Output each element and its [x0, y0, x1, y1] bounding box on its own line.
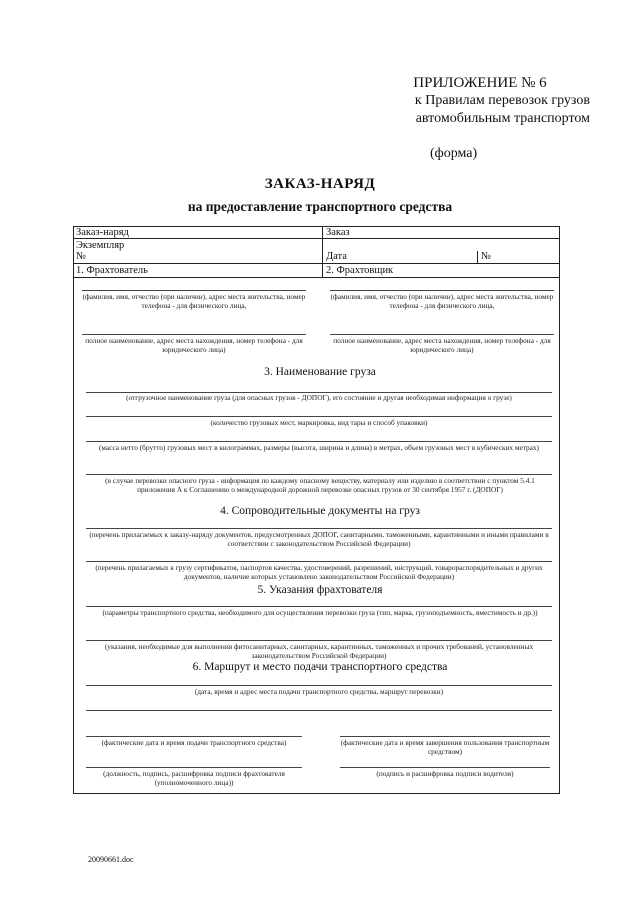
frakhtovshchik-line-1 — [330, 290, 554, 291]
header-frakhtovatel: 1. Фрахтователь — [76, 265, 148, 276]
appendix-title: ПРИЛОЖЕНИЕ № 6 — [413, 75, 547, 91]
cargo-mass-caption: (масса нетто (брутто) грузовых мест в килограммах, размеры (высота, ширина и длина) в метрах, объем грузовых мест в кубических метрах) — [98, 443, 539, 452]
frakhtovatel-line-2 — [82, 334, 306, 335]
form-label: (форма) — [430, 146, 478, 161]
instructions-line — [86, 640, 552, 641]
signature-charterer-caption: (должность, подпись, расшифровка подписи фрахтователя (уполномоченного лица)) — [103, 769, 285, 787]
cargo-mass-line — [86, 441, 552, 442]
footer-filename: 20090661.doc — [88, 855, 134, 864]
actual-arrival-line — [86, 736, 302, 737]
route-line — [86, 685, 552, 686]
docs-certs-line — [86, 561, 552, 562]
section-6-title: 6. Маршрут и место подачи транспортного средства — [192, 661, 448, 673]
frakhtovshchik-line-2 — [330, 334, 554, 335]
frakhtovatel-caption-2: полное наименование, адрес места нахождения, номер телефона - для юридического лица) — [85, 336, 303, 354]
route-caption: (дата, время и адрес места подачи транспортного средства, маршрут перевозки) — [194, 687, 444, 696]
docs-certs-caption: (перечень прилагаемых к грузу сертификатов, паспортов качества, удостоверений, разрешений, инструкций, товарораспорядительных и других документов, наличие которых установлено законодательством Российской Федерации) — [95, 563, 543, 581]
actual-end-caption: (фактические дата и время завершения пользования транспортным средством) — [340, 738, 550, 756]
appendix-block — [350, 74, 590, 128]
header-frakhtovshchik: 2. Фрахтовщик — [326, 265, 394, 276]
signature-driver-caption: (подпись и расшифровка подписи водителя) — [376, 769, 514, 778]
frakhtovatel-caption-1: (фамилия, имя, отчество (при наличии), адрес места жительства, номер телефона - для физического лица, — [82, 292, 306, 310]
signature-charterer-line — [86, 767, 302, 768]
cargo-places-caption: (количество грузовых мест, маркировка, вид тары и способ упаковки) — [210, 418, 428, 427]
vehicle-params-line — [86, 606, 552, 607]
appendix-line-1: к Правилам перевозок грузов — [414, 93, 590, 108]
actual-end-line — [340, 736, 550, 737]
actual-arrival-caption: (фактические дата и время подачи транспортного средства) — [101, 738, 287, 747]
dangerous-line — [86, 474, 552, 475]
dangerous-caption: (в случае перевозки опасного груза - информация по каждому опасному веществу, материалу или изделию в соответствии с пунктом 5.4.1 приложения А к Соглашению о международной дорожной перевозке опасных грузов от 30 сентября 1957 г. (ДОПОГ) — [105, 476, 535, 494]
docs-attached-caption: (перечень прилагаемых к заказу-наряду документов, предусмотренных ДОПОГ, санитарными, таможенными, карантинными и иными правилами в соответствии с законодательством Российской Федерации) — [89, 530, 549, 548]
signature-driver-line — [340, 767, 550, 768]
frakhtovatel-line-1 — [82, 290, 306, 291]
route-extra-line — [86, 710, 552, 711]
section-3-title: 3. Наименование груза — [264, 366, 376, 378]
instructions-caption: (указания, необходимые для выполнения фитосанитарных, санитарных, карантинных, таможенных и прочих требований, установленных законодательством Российской Федерации) — [104, 642, 534, 660]
appendix-line-2: автомобильным транспортом — [415, 111, 590, 126]
header-line-1 — [73, 238, 560, 239]
cargo-name-caption: (отгрузочное наименование груза (для опасных грузов - ДОПОГ), его состояние и другая необходимая информация о грузе) — [126, 393, 512, 402]
cargo-places-line — [86, 416, 552, 417]
docs-attached-line — [86, 528, 552, 529]
header-line-3 — [73, 277, 560, 278]
section-4-title: 4. Сопроводительные документы на груз — [220, 505, 420, 517]
header-ekzemplyar: Экземпляр — [76, 240, 125, 251]
header-number-left: № — [76, 251, 87, 262]
header-divider — [322, 226, 323, 278]
frakhtovshchik-caption-2: полное наименование, адрес места нахождения, номер телефона - для юридического лица) — [333, 336, 551, 354]
vehicle-params-caption: (параметры транспортного средства, необходимого для осуществления перевозки груза (тип, марка, грузоподъемность, вместимость и др.)) — [102, 608, 538, 617]
header-data: Дата — [326, 251, 347, 262]
header-zakaz-naryad: Заказ-наряд — [76, 227, 129, 238]
document-subtitle: на предоставление транспортного средства — [187, 199, 453, 214]
frakhtovshchik-caption-1: (фамилия, имя, отчество (при наличии), адрес места жительства, номер телефона - для физического лица, — [330, 292, 554, 310]
header-number-right: № — [481, 251, 492, 262]
header-zakaz: Заказ — [326, 227, 350, 238]
document-title: ЗАКАЗ-НАРЯД — [264, 176, 376, 192]
header-divider-number — [477, 251, 478, 263]
section-5-title: 5. Указания фрахтователя — [257, 584, 383, 596]
header-line-2 — [73, 263, 560, 264]
